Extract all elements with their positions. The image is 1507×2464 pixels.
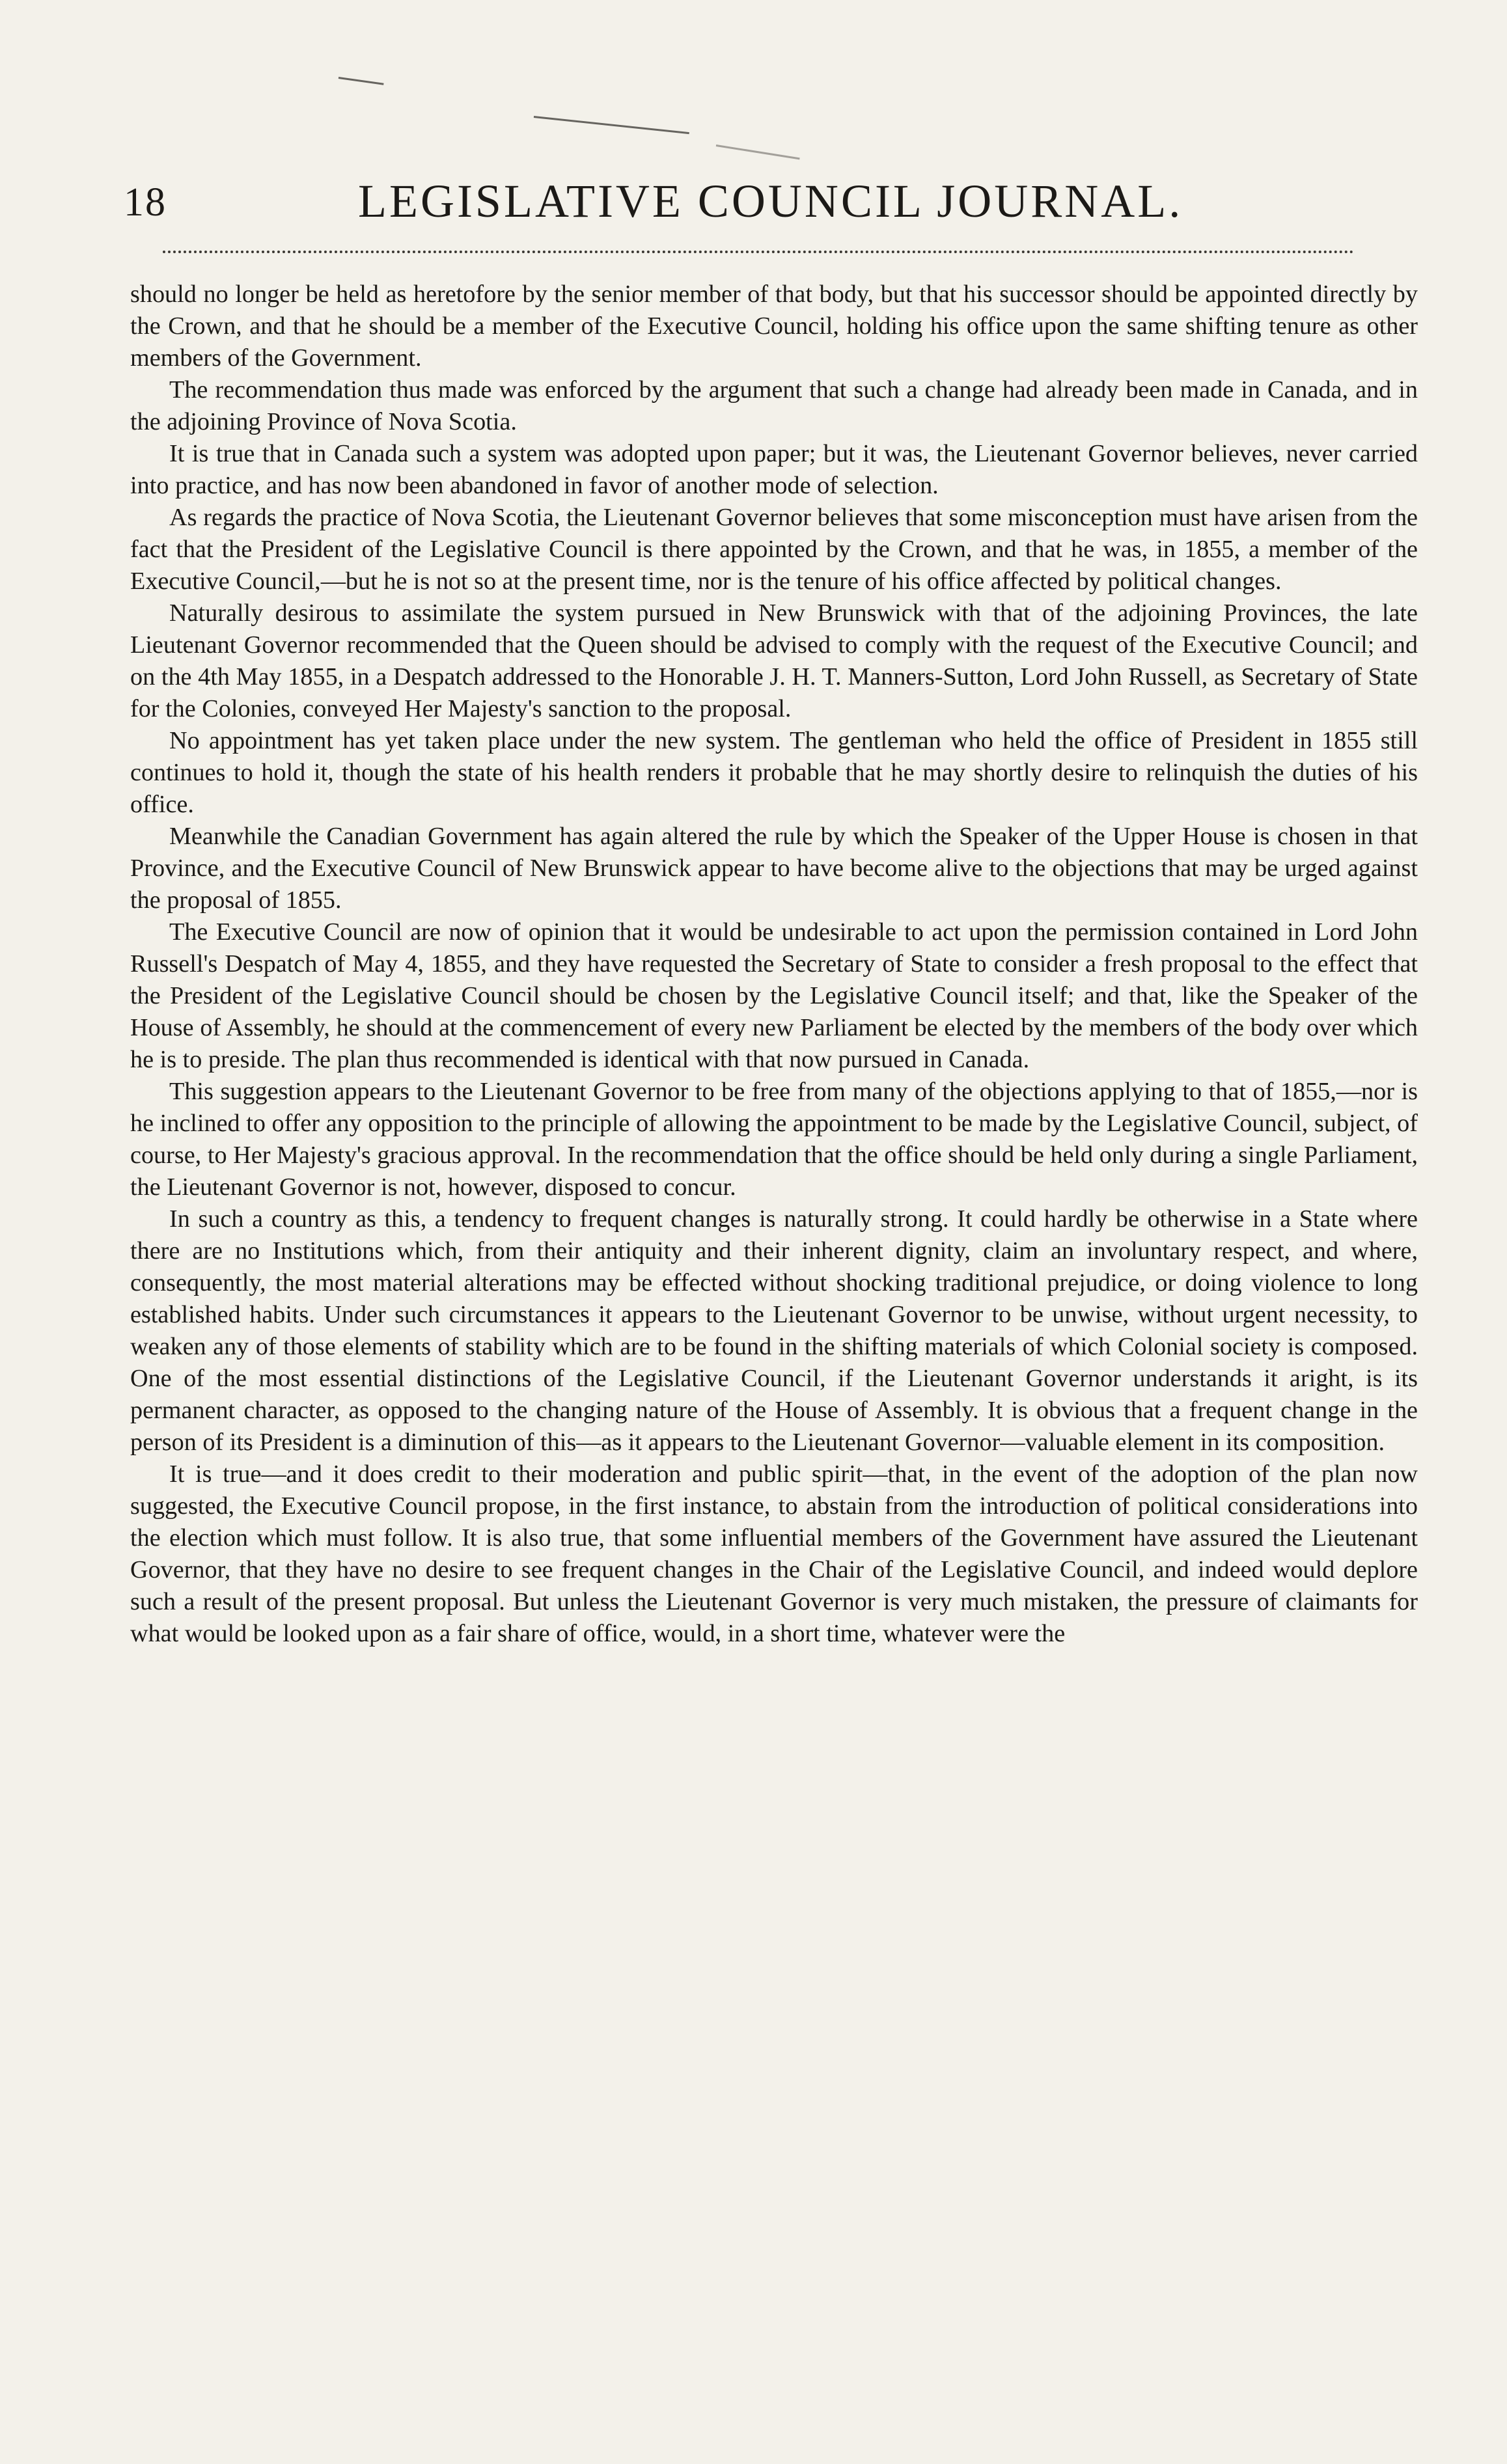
paragraph: Naturally desirous to assimilate the system pursued in New Brunswick with that of the adjoining Provinces, the late Lieutenant Governor recommended that the Queen should be advised to comply with the request of the Executive Council; and on the 4th May 1855, in a Despatch addressed to the Honorable J. H. T. Manners-Sutton, Lord John Russell, as Secretary of State for the Colonies, conveyed Her Majesty's sanction to the proposal. [130, 599, 1418, 722]
paragraph: should no longer be held as heretofore by the senior member of that body, but that his successor should be appointed directly by the Crown, and that he should be a member of the Executive Council, holding his office upon the same shifting tenure as other members of the Government. [130, 281, 1418, 372]
paragraph: The Executive Council are now of opinion that it would be undesirable to act upon the permission contained in Lord John Russell's Despatch of May 4, 1855, and they have requested the Secretary of State to consider a fresh proposal to the effect that the President of the Legislative Council should be chosen by the Legislative Council itself; and that, like the Speaker of the House of Assembly, he should at the commencement of every new Parliament be elected by the members of the body over which he is to preside. The plan thus recommended is identical with that now pursued in Canada. [130, 918, 1418, 1073]
body-text [130, 279, 1418, 1650]
page-header [124, 174, 1426, 233]
paragraph: It is true—and it does credit to their moderation and public spirit—that, in the event of the adoption of the plan now suggested, the Executive Council propose, in the first instance, to abstain from the introduction of political considerations into the election which must follow. It is also true, that some influential members of the Government have assured the Lieutenant Governor, that they have no desire to see frequent changes in the Chair of the Legislative Council, and indeed would deplore such a result of the present proposal. But unless the Lieutenant Governor is very much mistaken, the pressure of claimants for what would be looked upon as a fair share of office, would, in a short time, whatever were the [130, 1460, 1418, 1647]
paragraph: In such a country as this, a tendency to frequent changes is naturally strong. It could hardly be otherwise in a State where there are no Institutions which, from their antiquity and their inherent dignity, claim an involuntary respect, and where, consequently, the most material alterations may be effected without shocking traditional prejudice, or doing violence to long established habits. Under such circumstances it appears to the Lieutenant Governor to be unwise, without urgent necessity, to weaken any of those elements of stability which are to be found in the shifting materials of which Colonial society is composed. One of the most essential distinctions of the Legislative Council, if the Lieutenant Governor understands it aright, is its permanent character, as opposed to the changing nature of the House of Assembly. It is obvious that a frequent change in the person of its President is a diminution of this—as it appears to the Lieutenant Governor—valuable element in its composition. [130, 1205, 1418, 1456]
scan-mark [716, 144, 800, 159]
paragraph: This suggestion appears to the Lieutenant Governor to be free from many of the objections applying to that of 1855,—nor is he inclined to offer any opposition to the principle of allowing the appointment to be made by the Legislative Council, subject, of course, to Her Majesty's gracious approval. In the recommendation that the office should be held only during a single Parliament, the Lieutenant Governor is not, however, disposed to concur. [130, 1078, 1418, 1201]
paragraph: Meanwhile the Canadian Government has again altered the rule by which the Speaker of the Upper House is chosen in that Province, and the Executive Council of New Brunswick appear to have become alive to the objections that may be urged against the proposal of 1855. [130, 823, 1418, 914]
scan-mark [534, 116, 689, 134]
page-number: 18 [124, 180, 167, 225]
journal-title: LEGISLATIVE COUNCIL JOURNAL. [358, 175, 1183, 227]
paragraph: It is true that in Canada such a system was adopted upon paper; but it was, the Lieutenant Governor believes, never carried into practice, and has now been abandoned in favor of another mode of selection. [130, 440, 1418, 499]
scan-mark [339, 77, 384, 85]
paragraph: As regards the practice of Nova Scotia, the Lieutenant Governor believes that some misconception must have arisen from the fact that the President of the Legislative Council is there appointed by the Crown, and that he was, in 1855, a member of the Executive Council,—but he is not so at the present time, nor is the tenure of his office affected by political changes. [130, 504, 1418, 595]
paragraph: No appointment has yet taken place under the new system. The gentleman who held the office of President in 1855 still continues to hold it, though the state of his health renders it probable that he may shortly desire to relinquish the duties of his office. [130, 727, 1418, 818]
paragraph: The recommendation thus made was enforced by the argument that such a change had already been made in Canada, and in the adjoining Province of Nova Scotia. [130, 376, 1418, 435]
header-divider [163, 251, 1354, 253]
